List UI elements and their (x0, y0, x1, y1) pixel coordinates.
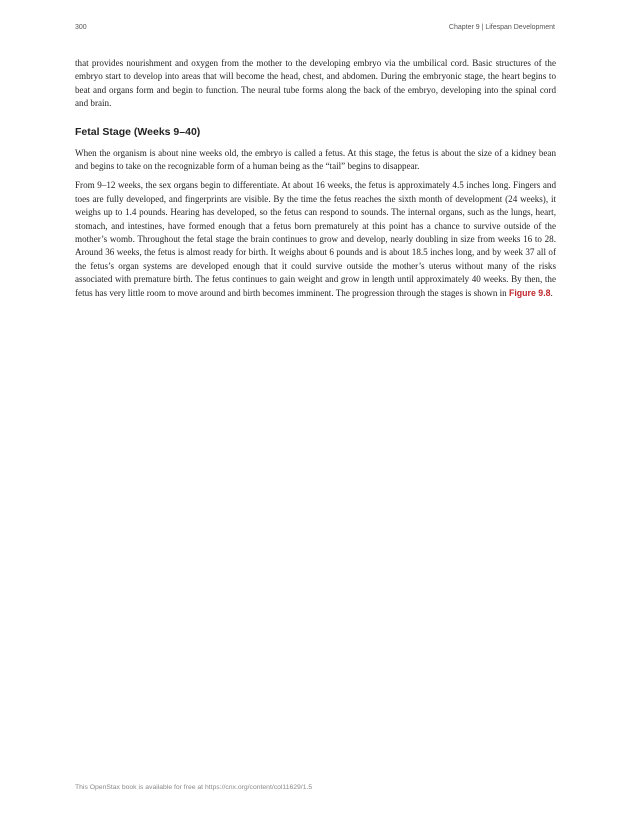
section-heading: Fetal Stage (Weeks 9–40) (75, 125, 201, 138)
paragraph-2-text: From 9–12 weeks, the sex organs begin to differentiate. At about 16 weeks, the fetus is approximately 4.5 inches long. Fingers and toes are fully developed, and fingerprints are visible. By the time the fetus reaches the sixth month of development (24 weeks), it weighs up to 1.4 pounds. Hearing has developed, so the fetus can respond to sounds. The internal organs, such as the lungs, heart, stomach, and intestines, have formed enough that a fetus born prematurely at this point has a chance to survive outside of the mother’s womb. Throughout the fetal stage the brain continues to grow and develop, nearly doubling in size from weeks 16 to 28. Around 36 weeks, the fetus is almost ready for birth. It weighs about 6 pounds and is about 18.5 inches long, and by week 37 all of the fetus’s organ systems are developed enough that it could survive outside the mother’s uterus without many of the risks associated with premature birth. The fetus continues to gain weight and grow in length until approximately 40 weeks. By then, the fetus has very little room to move around and birth becomes imminent. The progression through the stages is shown in (75, 180, 556, 298)
page-header (75, 24, 555, 36)
fetal-stage-paragraph-1: When the organism is about nine weeks old, the embryo is called a fetus. At this stage, the fetus is about the size of a kidney bean and begins to take on the recognizable form of a human being as the “tail” begins to disappear. (75, 147, 556, 172)
page-number: 300 (75, 24, 87, 31)
page-content (75, 57, 556, 306)
page-footer: This OpenStax book is available for free at https://cnx.org/content/col11629/1.5 (75, 784, 313, 791)
intro-paragraph: that provides nourishment and oxygen from the mother to the developing embryo via the umbilical cord. Basic structures of the embryo start to develop into areas that will become the head, chest, and abdomen. During the embryonic stage, the heart begins to beat and organs form and begin to function. The neural tube forms along the back of the embryo, developing into the spinal cord and brain. (75, 58, 556, 109)
fetal-stage-paragraph-2 (75, 179, 556, 300)
running-head: Chapter 9 | Lifespan Development (448, 24, 555, 31)
figure-link[interactable]: Figure 9.8 (508, 287, 551, 298)
paragraph-2-end: . (550, 287, 553, 298)
